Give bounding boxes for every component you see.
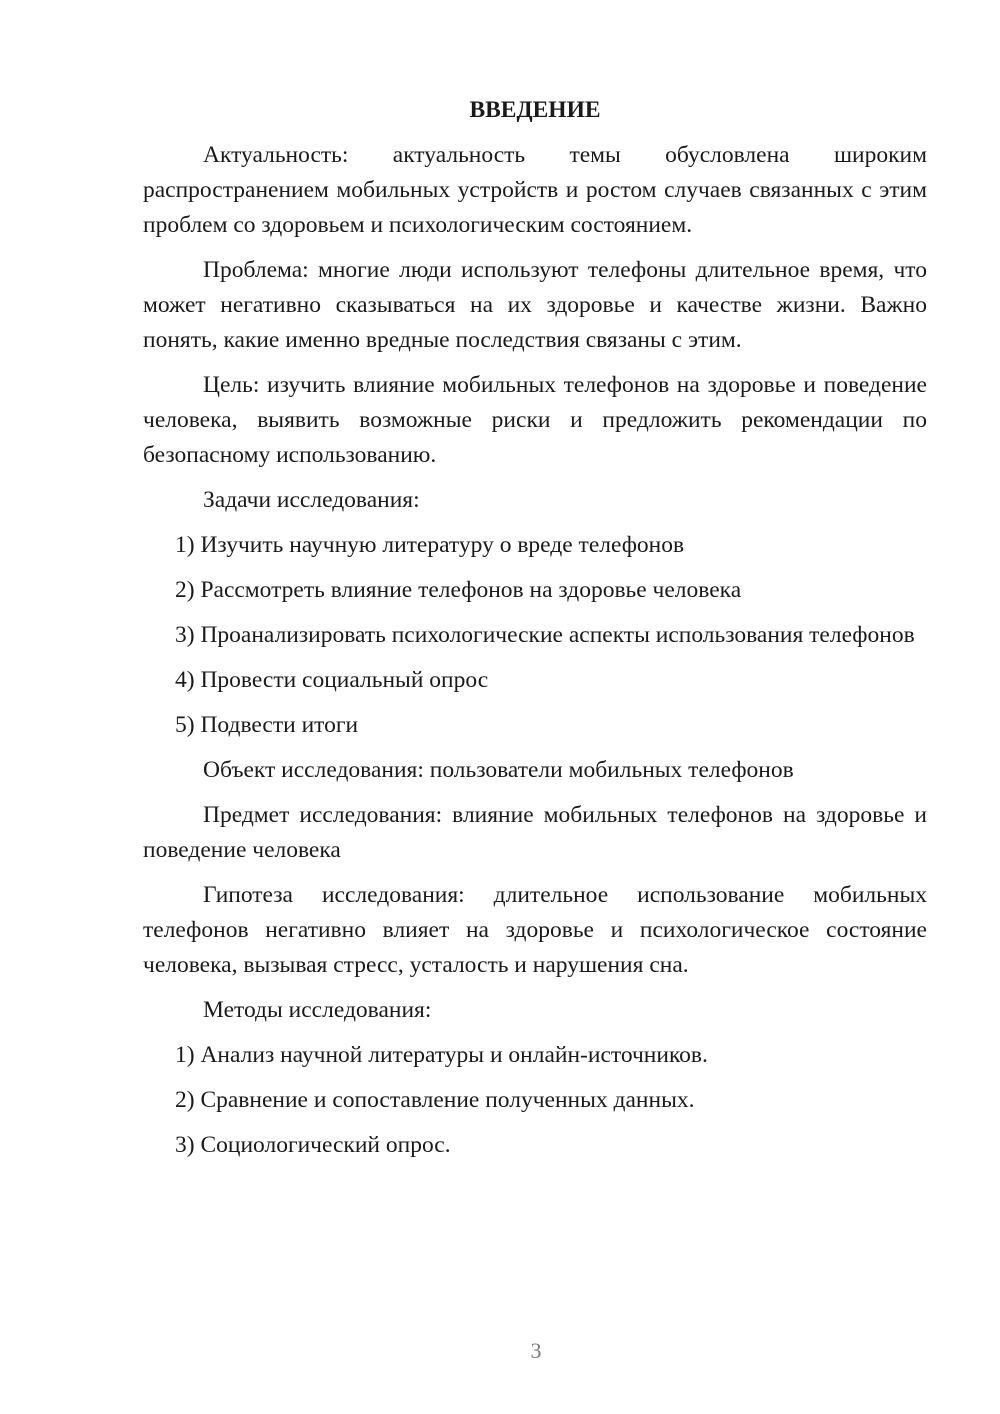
- page-number: 3: [530, 1338, 542, 1363]
- task-item-1: 1) Изучить научную литературу о вреде телефонов: [175, 532, 685, 558]
- task-item-5: 5) Подвести итоги: [175, 712, 359, 738]
- method-item-3: 3) Социологический опрос.: [175, 1132, 451, 1158]
- method-item-2: 2) Сравнение и сопоставление полученных данных.: [175, 1087, 695, 1113]
- page-content: [143, 93, 927, 1173]
- method-item-1: 1) Анализ научной литературы и онлайн-источников.: [175, 1042, 708, 1068]
- page-title: ВВЕДЕНИЕ: [469, 97, 601, 123]
- task-item-2: 2) Рассмотреть влияние телефонов на здоровье человека: [175, 577, 742, 603]
- tasks-heading: Задачи исследования:: [203, 487, 420, 513]
- task-item-4: 4) Провести социальный опрос: [175, 667, 489, 693]
- paragraph-object: Объект исследования: пользователи мобильных телефонов: [203, 757, 794, 783]
- task-item-3: 3) Проанализировать психологические аспекты использования телефонов: [175, 622, 915, 648]
- methods-heading: Методы исследования:: [203, 997, 432, 1023]
- paragraph-goal: Цель: изучить влияние мобильных телефонов на здоровье и поведение человека, выявить возможные риски и предложить рекомендации по безопасному использованию.: [143, 372, 927, 468]
- paragraph-problem: Проблема: многие люди используют телефоны длительное время, что может негативно сказываться на их здоровье и качестве жизни. Важно понять, какие именно вредные последствия связаны с этим.: [143, 257, 927, 353]
- paragraph-relevance: Актуальность: актуальность темы обусловлена широким распространением мобильных устройств и ростом случаев связанных с этим проблем со здоровьем и психологическим состоянием.: [143, 142, 927, 238]
- paragraph-subject: Предмет исследования: влияние мобильных телефонов на здоровье и поведение человека: [143, 802, 927, 863]
- paragraph-hypothesis: Гипотеза исследования: длительное использование мобильных телефонов негативно влияет на здоровье и психологическое состояние человека, вызывая стресс, усталость и нарушения сна.: [143, 882, 927, 978]
